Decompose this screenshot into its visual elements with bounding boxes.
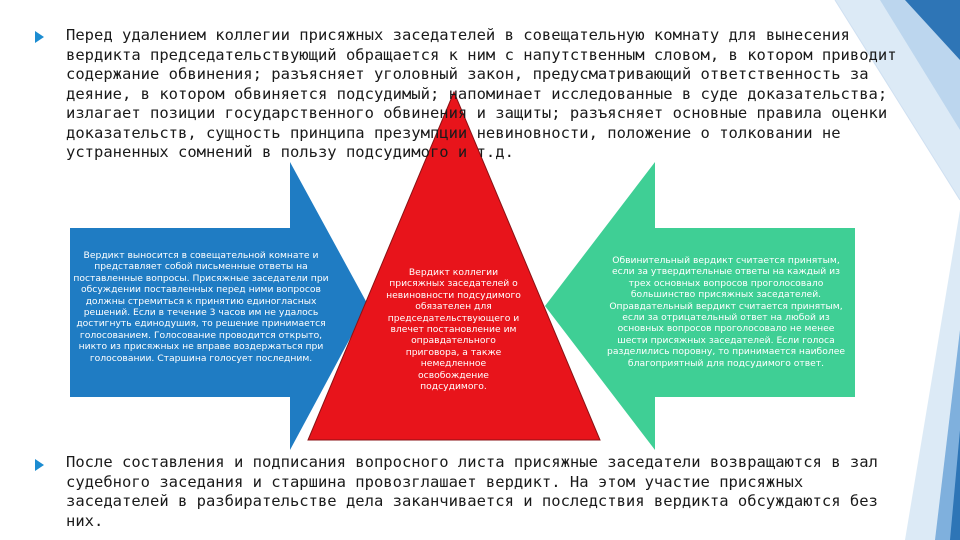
bullet-icon-bottom: [35, 459, 44, 471]
triangle-text: Вердикт коллегии присяжных заседателей о невиновности подсудимого обязателен для председательствующего и влечет постановление им оправдательного приговора, а также немедленное освобождение подсудимого.: [386, 267, 521, 393]
right-arrow-text: Обвинительный вердикт считается принятым, если за утвердительные ответы на каждый из трех основных вопросов проголосовало большинство присяжных заседателей. Оправдательный вердикт считается принятым, если за отрицательный ответ на любой из основных вопросов проголосовало не менее шести присяжных заседателей. Если голоса разделились поровну, то принимается наиболее благоприятный для подсудимого ответ.: [606, 255, 846, 369]
paragraph-top: Перед удалением коллегии присяжных заседателей в совещательную комнату для вынесения вердикта председательствующий обращается к ним с напутственным словом, в котором приводит содержание обвинения; разъясняет уголовный закон, предусматривающий ответственность за деяние, в котором обвиняется подсудимый; напоминает исследованные в суде доказательства; излагает позиции государственного обвинения и защиты; разъясняет основные правила оценки доказательств, сущность принципа презумпции невиновности, положение о толковании не устраненных сомнений в пользу подсудимого и т.д.: [66, 26, 897, 161]
left-arrow-text: Вердикт выносится в совещательной комнате и представляет собой письменные ответы на поставленные вопросы. Присяжные заседатели при обсуждении поставленных перед ними вопросов должны стремиться к принятию единогласных решений. Если в течение 3 часов им не удалось достигнуть единодушия, то решение принимается голосованием. Голосование проводится открыто, никто из присяжных не вправе воздержаться при голосовании. Старшина голосует последним.: [73, 250, 329, 364]
bullet-icon-top: [35, 31, 44, 43]
paragraph-bottom: После составления и подписания вопросного листа присяжные заседатели возвращаются в зал судебного заседания и старшина провозглашает вердикт. На этом участие присяжных заседателей в разбирательстве дела заканчивается и последствия вердикта обсуждаются без них.: [66, 453, 878, 530]
